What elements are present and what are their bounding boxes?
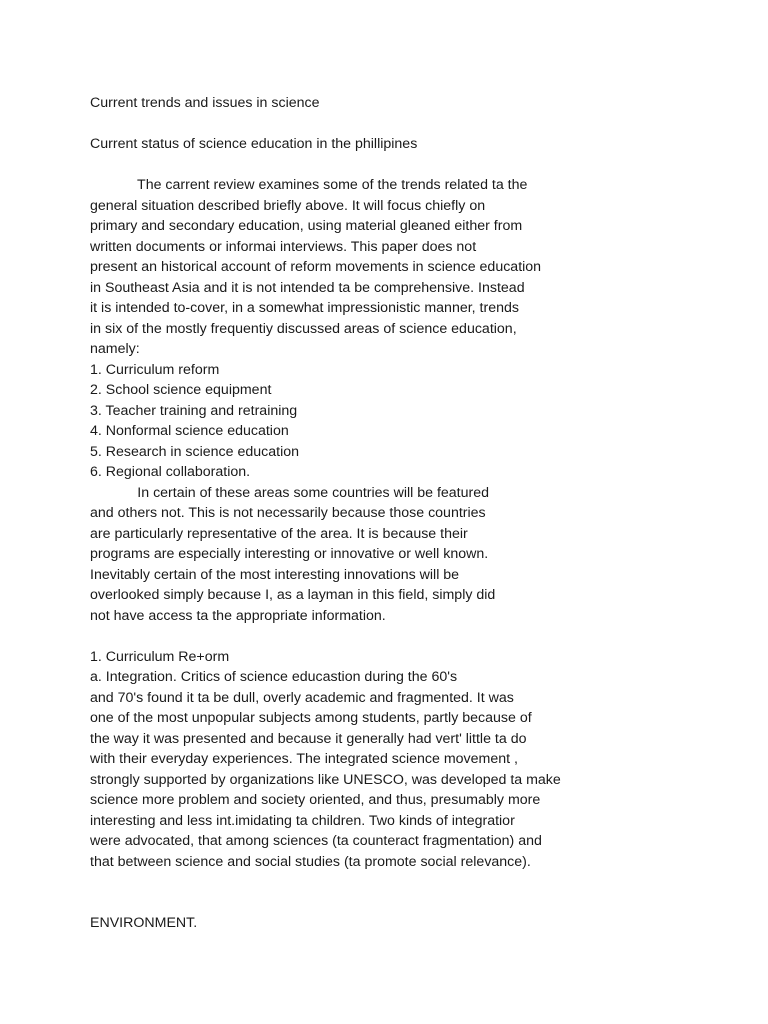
list-item: 2. School science equipment — [90, 382, 272, 398]
text-line: interesting and less int.imidating ta children. Two kinds of integratior — [90, 812, 515, 829]
text-line: overlooked simply because I, as a layman in this field, simply did — [90, 587, 496, 603]
text-line: that between science and social studies (ta promote social relevance). — [90, 853, 531, 870]
text-line: The carrent review examines some of the trends related ta the — [90, 177, 528, 193]
spacer — [90, 872, 750, 913]
text-line: are particularly representative of the area. It is because their — [90, 525, 468, 542]
text-line: primary and secondary education, using material gleaned either from — [90, 218, 523, 234]
document-page — [90, 93, 750, 934]
text-line: in six of the mostly frequentiy discussed areas of science education, — [90, 320, 517, 337]
list-item: 1. Curriculum reform — [90, 361, 220, 378]
text-line: strongly supported by organizations like UNESCO, was developed ta make — [90, 771, 561, 788]
spacer — [90, 155, 750, 176]
text-line: written documents or informai interviews. This paper does not — [90, 238, 477, 255]
third-paragraph — [90, 667, 750, 872]
text-line: it is intended to-cover, in a somewhat impressionistic manner, trends — [90, 300, 519, 316]
spacer — [90, 626, 750, 647]
text-line: in Southeast Asia and it is not intended ta be comprehensive. Instead — [90, 279, 525, 296]
text-line: general situation described briefly above. It will focus chiefly on — [90, 197, 486, 214]
footer-heading: ENVIRONMENT. — [90, 915, 198, 931]
list-item: 5. Research in science education — [90, 443, 299, 460]
text-line: not have access ta the appropriate information. — [90, 607, 386, 624]
text-line: Inevitably certain of the most interesting innovations will be — [90, 566, 460, 583]
section-heading: 1. Curriculum Re+orm — [90, 648, 230, 665]
text-line: programs are especially interesting or innovative or well known. — [90, 546, 489, 562]
text-line: and others not. This is not necessarily because those countries — [90, 505, 486, 521]
text-line: were advocated, that among sciences (ta counteract fragmentation) and — [90, 833, 542, 849]
text-line: In certain of these areas some countries will be featured — [90, 484, 490, 501]
list-item: 3. Teacher training and retraining — [90, 402, 298, 419]
list-item: 4. Nonformal science education — [90, 423, 289, 439]
list-item: 6. Regional collaboration. — [90, 464, 251, 480]
text-line: namely: — [90, 341, 140, 357]
document-title: Current trends and issues in science — [90, 95, 320, 111]
text-line: one of the most unpopular subjects among students, partly because of — [90, 710, 532, 726]
text-line: the way it was presented and because it generally had vert' little ta do — [90, 730, 527, 747]
intro-paragraph — [90, 175, 750, 360]
text-line: science more problem and society oriented, and thus, presumably more — [90, 792, 541, 808]
text-line: and 70's found it ta be dull, overly academic and fragmented. It was — [90, 689, 514, 706]
text-line: a. Integration. Critics of science educastion during the 60's — [90, 669, 458, 685]
second-paragraph — [90, 483, 750, 627]
text-line: present an historical account of reform movements in science education — [90, 259, 542, 275]
text-line: with their everyday experiences. The integrated science movement , — [90, 751, 518, 767]
areas-list — [90, 360, 750, 483]
document-subtitle: Current status of science education in the phillipines — [90, 136, 418, 152]
spacer — [90, 114, 750, 135]
